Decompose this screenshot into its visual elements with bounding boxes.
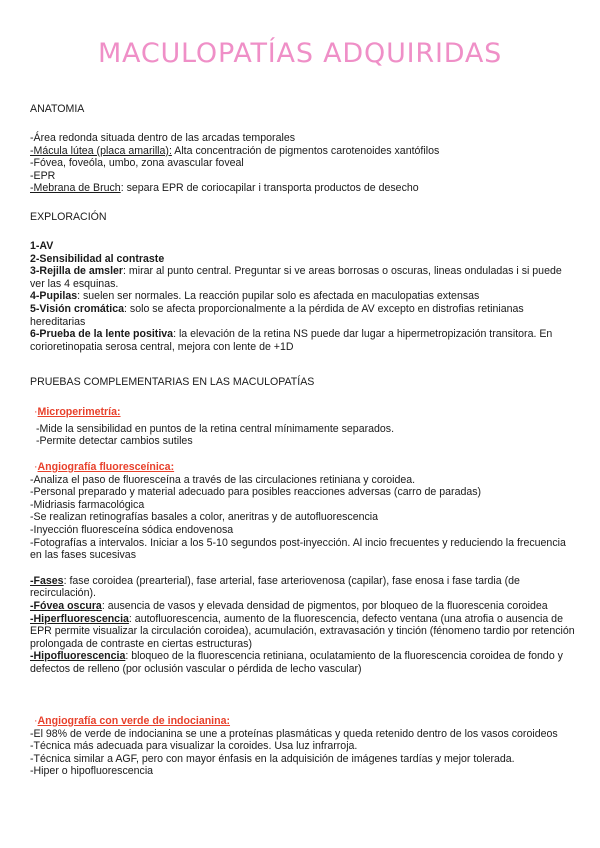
icg-line-1: -El 98% de verde de indocianina se une a proteínas plasmáticas y queda retenido dentro de los vasos coroideos (30, 727, 558, 740)
macula-term: -Mácula lútea (placa amarilla): (30, 144, 172, 157)
bullet-dot: · (34, 406, 38, 418)
pruebas-heading: PRUEBAS COMPLEMENTARIAS EN LAS MACULOPATÍAS (30, 376, 315, 388)
exploracion-item-5 (30, 303, 575, 328)
microperimetria-line-1: -Mide la sensibilidad en puntos de la retina central mínimamente separados. (36, 422, 395, 435)
cromatica-desc: : solo se afecta proporcionalmente a la pérdida de AV excepto en distrofias retinianas hereditarias (30, 302, 524, 328)
page-title: MACULOPATÍAS ADQUIRIDAS (97, 38, 503, 69)
agf-hiper (30, 613, 575, 651)
anatomia-line-1: -Área redonda situada dentro de las arcadas temporales (30, 132, 296, 144)
hipo-term: -Hipofluorescencia (30, 650, 126, 663)
amsler-term: 3-Rejilla de amsler (30, 265, 124, 278)
agf-fases (30, 575, 575, 600)
amsler-desc: : mirar al punto central. Preguntar si ve areas borrosas o oscuras, lineas onduladas i si puede ver las 4 esquinas. (30, 265, 562, 290)
exploracion-list (30, 240, 575, 353)
fovea-desc: : ausencia de vasos y elevada densidad de pigmentos, por bloqueo de la fluorescenia coroidea (101, 599, 548, 612)
icg-title (30, 715, 575, 728)
exploracion-heading: EXPLORACIÓN (30, 211, 107, 223)
hiper-term: -Hiperfluorescencia (30, 612, 129, 625)
agf-block (30, 461, 575, 676)
agf-hipo (30, 650, 575, 675)
lente-term: 6-Prueba de la lente positiva (30, 328, 174, 341)
agf-line-4: -Se realizan retinografías basales a color, aneritras y de autofluorescencia (30, 511, 379, 524)
icg-line-4: -Hiper o hipofluorescencia (30, 765, 154, 778)
bruch-desc: : separa EPR de coriocapilar i transporta productos de desecho (120, 182, 419, 195)
bullet-dot: · (34, 715, 38, 727)
pruebas-section (30, 376, 575, 389)
agf-title (30, 461, 575, 474)
agf-line-1: -Analiza el paso de fluoresceína a través de las circulaciones retiniana y coroidea. (30, 473, 416, 486)
anatomia-line-5 (30, 182, 575, 195)
microperimetria-block (30, 406, 575, 448)
fovea-term: -Fóvea oscura (30, 599, 102, 612)
agf-label: Angiografía fluoresceínica: (37, 461, 175, 473)
anatomia-line-3: -Fóvea, foveóla, umbo, zona avascular foveal (30, 157, 244, 170)
cromatica-term: 5-Visión cromática (30, 302, 125, 315)
lente-desc: : la elevación de la retina NS puede dar lugar a hipermetropización transitora. En corioretinopatia serosa central, mejora con lente de +1D (30, 328, 553, 353)
pupilas-desc: : suelen ser normales. La reacción pupilar solo es afectada en maculopatias extensas (77, 290, 480, 303)
macula-desc: Alta concentración de pigmentos carotenoides xantófilos (171, 144, 440, 157)
hipo-desc: : bloqueo de la fluorescencia retiniana, oculatamiento de la fluorescencia coroidea de fondo y defectos de relleno (por oclusión vascular o pérdida de lecho vascular) (30, 650, 563, 675)
agf-fovea (30, 600, 575, 613)
agf-line-2: -Personal preparado y material adecuado para posibles reacciones adversas (carro de paradas) (30, 486, 482, 499)
icg-line-3: -Técnica similar a AGF, pero con mayor énfasis en la adquisición de imágenes tardías y mejor tolerada. (30, 752, 515, 765)
exploracion-item-6 (30, 328, 575, 353)
hiper-desc: : autofluorescencia, aumento de la fluorescencia, defecto ventana (una atrofia o ausencia de EPR permite visualizar la circulación coroidea), acumulación, extravasación y tinción (fénomeno tardio por retención prolongada de contraste en ciertas estructuras) (30, 612, 575, 650)
icg-block (30, 715, 575, 778)
icg-label: Angiografía con verde de indocianina: (37, 715, 231, 727)
exploracion-section (30, 211, 575, 224)
microperimetria-line-2: -Permite detectar cambios sutiles (36, 435, 193, 448)
microperimetria-title (30, 406, 575, 419)
exploracion-item-3 (30, 265, 575, 290)
agf-line-3: -Midriasis farmacológica (30, 498, 145, 511)
exploracion-item-2: 2-Sensibilidad al contraste (30, 252, 165, 265)
pupilas-term: 4-Pupilas (30, 290, 78, 303)
agf-line-6: -Fotografías a intervalos. Iniciar a los 5-10 segundos post-inyección. Al incio frecuentes y reduciendo la frecuencia en las fases sucesivas (30, 536, 566, 562)
microperimetria-label: Microperimetría: (37, 406, 121, 418)
fases-desc: : fase coroidea (prearterial), fase arterial, fase arteriovenosa (capilar), fase enosa i fase tardia (de recirculación). (30, 574, 520, 600)
icg-line-2: -Técnica más adecuada para visualizar la coroides. Usa luz infrarroja. (30, 740, 358, 753)
bullet-dot: · (34, 461, 38, 473)
exploracion-item-4 (30, 290, 575, 303)
anatomia-line-4: -EPR (30, 169, 56, 182)
fases-term: -Fases (30, 574, 64, 587)
anatomia-section (30, 103, 575, 116)
anatomia-list (30, 132, 575, 195)
exploracion-item-1: 1-AV (30, 240, 54, 252)
bruch-term: -Mebrana de Bruch (30, 182, 121, 195)
anatomia-line-2 (30, 145, 575, 158)
anatomia-heading: ANATOMIA (30, 103, 85, 115)
agf-line-5: -Inyección fluoresceína sódica endovenosa (30, 523, 234, 536)
